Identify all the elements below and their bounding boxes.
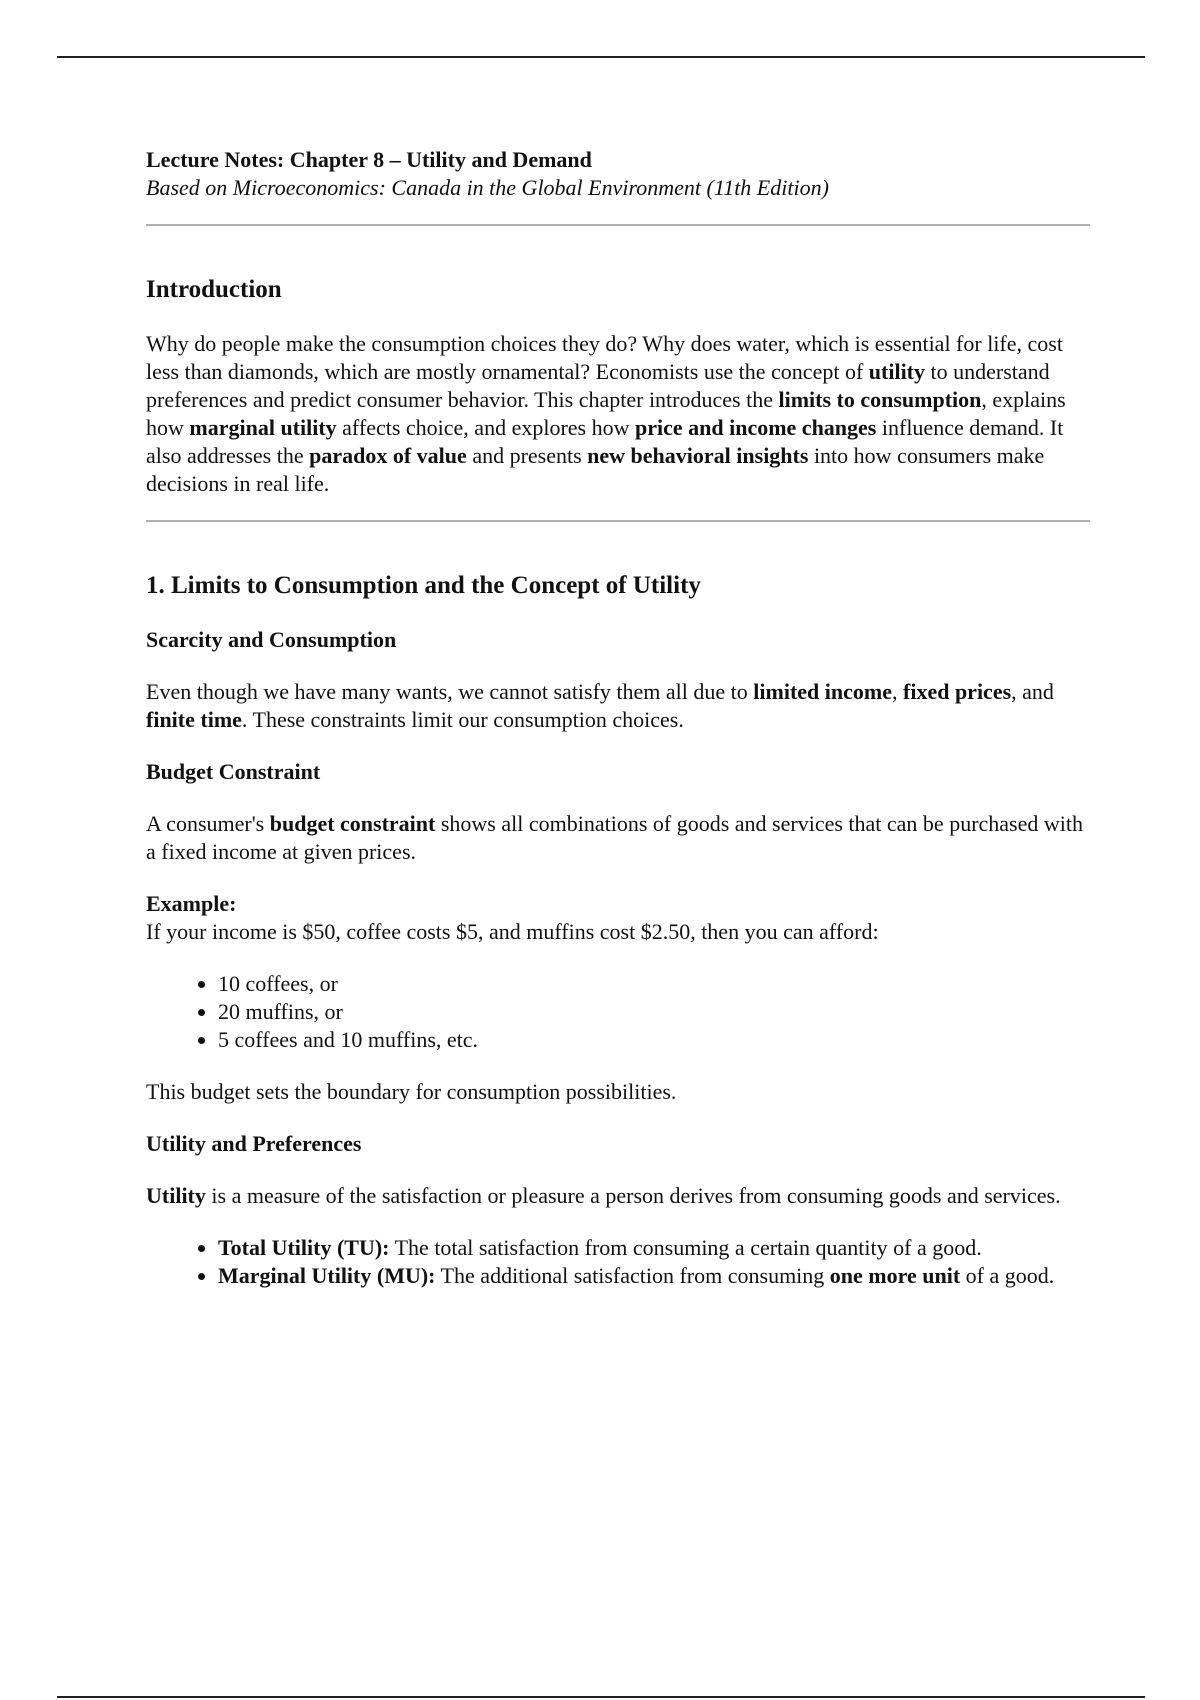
example-list [146, 970, 1090, 1054]
budget-heading: Budget Constraint [146, 759, 321, 784]
document-subtitle: Based on Microeconomics: Canada in the Global Environment (11th Edition) [146, 175, 829, 200]
page-bottom-rule [57, 1696, 1145, 1698]
scarcity-paragraph: Even though we have many wants, we cannot satisfy them all due to limited income, fixed prices, and finite time. These constraints limit our consumption choices. [146, 679, 1054, 732]
list-item: • 20 muffins, or [218, 998, 1090, 1026]
list-item: • 10 coffees, or [218, 970, 1090, 998]
section-divider [146, 520, 1090, 522]
list-item-marginal-utility: • Marginal Utility (MU): The additional satisfaction from consuming one more unit of a good. [218, 1262, 1090, 1290]
section-divider [146, 224, 1090, 226]
utility-list [146, 1234, 1090, 1290]
example-label: Example: [146, 891, 237, 916]
scarcity-heading: Scarcity and Consumption [146, 627, 397, 652]
page-top-rule [57, 56, 1145, 58]
budget-closing: This budget sets the boundary for consumption possibilities. [146, 1079, 677, 1104]
intro-heading: Introduction [146, 276, 282, 303]
example-text: If your income is $50, coffee costs $5, and muffins cost $2.50, then you can afford: [146, 919, 879, 944]
document-body [146, 146, 1090, 1290]
intro-paragraph: Why do people make the consumption choices they do? Why does water, which is essential for life, cost less than diamonds, which are mostly ornamental? Economists use the concept of utility to understand preferences and predict consumer behavior. This chapter introduces the limits to consumption, explains how marginal utility affects choice, and explores how price and income changes influence demand. It also addresses the paradox of value and presents new behavioral insights into how consumers make decisions in real life. [146, 331, 1066, 496]
list-item-total-utility: • Total Utility (TU): The total satisfaction from consuming a certain quantity of a good. [218, 1234, 1090, 1262]
section1-heading: 1. Limits to Consumption and the Concept of Utility [146, 572, 701, 599]
utility-heading: Utility and Preferences [146, 1131, 362, 1156]
document-title: Lecture Notes: Chapter 8 – Utility and Demand [146, 147, 592, 172]
utility-paragraph: Utility is a measure of the satisfaction or pleasure a person derives from consuming goods and services. [146, 1183, 1061, 1208]
list-item: • 5 coffees and 10 muffins, etc. [218, 1026, 1090, 1054]
budget-paragraph: A consumer's budget constraint shows all combinations of goods and services that can be purchased with a fixed income at given prices. [146, 811, 1083, 864]
